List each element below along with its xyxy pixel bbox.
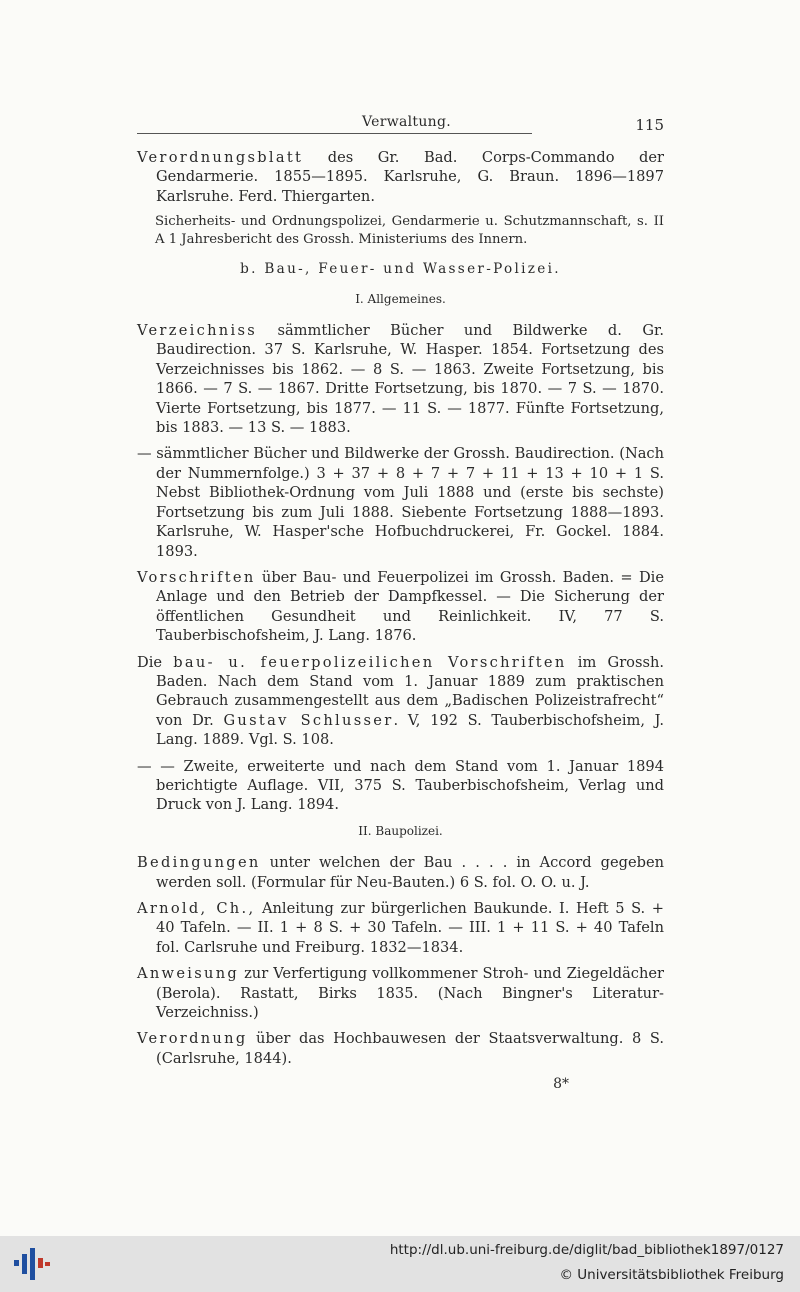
ub-freiburg-logo-icon — [12, 1244, 52, 1284]
entry-text: sämmtlicher Bücher und Bildwerke d. Gr. Baudirection. 37 S. Karlsruhe, W. Hasper. 1854. Fortsetzung des Verzeichnisses bis 1862. — 8 S. — 1863. Zweite Fortsetzung, bis 1866. — 7 S. — 1867. Dritte Fortsetzung, bis 1870. — 7 S. — 1870. Vierte Fortsetzung, bis 1877. — 11 S. — 1877. Fünfte Fortsetzung, bis 1883. — 13 S. — 1883. — [156, 322, 664, 437]
viewer-footer — [0, 1236, 800, 1292]
entry-lead: Verordnung — [137, 1030, 248, 1048]
source-url[interactable]: http://dl.ub.uni-freiburg.de/diglit/bad_bibliothek1897/0127 — [389, 1242, 784, 1258]
section-heading: b. Bau-, Feuer- und Wasser-Polizei. — [240, 261, 561, 278]
page-number: 115 — [635, 116, 664, 134]
sub-heading: I. Allgemeines. — [355, 291, 446, 306]
entry-text: über Bau- und Feuerpolizei im Grossh. Baden. = Die Anlage und den Betrieb der Dampfkessel. — Die Sicherung der öffentlichen Gesundheit und Reinlichkeit. IV, 77 S. Tauberbischofsheim, J. Lang. 1876. — [156, 568, 664, 645]
entry-text: unter welchen der Bau . . . . in Accord gegeben werden soll. (Formular für Neu-Bauten.) 6 S. fol. O. O. u. J. — [156, 854, 664, 891]
entry-lead: Arnold, Ch., — [137, 900, 256, 917]
entry-text: — sämmtlicher Bücher und Bildwerke der Grossh. Baudirection. (Nach der Nummernfolge.) 3 + 37 + 8 + 7 + 7 + 11 + 13 + 10 + 1 S. Nebst Bibliothek-Ordnung vom Juli 1888 und (erste bis sechste) Fortsetzung bis zum Juli 1888. Siebente Fortsetzung 1888—1893. Karlsruhe, W. Hasper'sche Hofbuchdruckerei, Fr. Gockel. 1884. 1893. — [137, 445, 664, 560]
entry-tail: . V, 192 S. Tauberbischofsheim, J. Lang. 1889. Vgl. S. 108. — [156, 711, 664, 749]
entry-author: Gustav Schlusser — [223, 711, 394, 729]
entry-lead: bau- u. feuerpolizeilichen Vorschriften — [173, 653, 567, 671]
bibliography-entry — [137, 899, 664, 957]
entry-text: — — Zweite, erweiterte und nach dem Stand vom 1. Januar 1894 berichtigte Auflage. VII, 375 S. Tauberbischofsheim, Verlag und Druck von J. Lang. 1894. — [137, 757, 664, 814]
cross-reference-note — [155, 213, 664, 248]
entry-lead-prefix: Die — [137, 653, 174, 671]
bibliography-entry — [137, 964, 664, 1022]
entry-text: im Grossh. Baden. Nach dem Stand vom 1. Januar 1889 zum praktischen Gebrauch zusammengestellt aus dem „Badischen Polizeistrafrecht“ von Dr. — [156, 653, 664, 729]
bibliography-entry — [137, 653, 664, 750]
copyright-notice: © Universitätsbibliothek Freiburg — [559, 1267, 784, 1283]
entry-text: Sicherheits- und Ordnungspolizei, Gendarmerie u. Schutzmannschaft, s. II A 1 Jahresbericht des Grossh. Ministeriums des Innern. — [155, 214, 664, 247]
entry-text: über das Hochbauwesen der Staatsverwaltung. 8 S. (Carlsruhe, 1844). — [156, 1030, 664, 1067]
bibliography-entry — [137, 148, 664, 206]
entry-lead: Verzeichniss — [137, 322, 258, 340]
entry-lead: Vorschriften — [137, 568, 256, 586]
bibliography-entry — [137, 568, 664, 646]
entry-text: des Gr. Bad. Corps-Commando der Gendarmerie. 1855—1895. Karlsruhe, G. Braun. 1896—1897 Karlsruhe. Ferd. Thiergarten. — [156, 149, 664, 205]
entry-lead: Verordnungsblatt — [137, 149, 304, 166]
entry-text: Anleitung zur bürgerlichen Baukunde. I. Heft 5 S. + 40 Tafeln. — II. 1 + 8 S. + 30 Tafeln. — III. 1 + 11 S. + 40 Tafeln fol. Carlsruhe und Freiburg. 1832—1834. — [156, 900, 665, 956]
bibliography-entry — [137, 321, 664, 437]
signature-mark: 8* — [553, 1076, 569, 1093]
bibliography-entry — [137, 444, 664, 560]
header-rule — [137, 133, 532, 134]
bibliography-entry — [137, 1029, 664, 1068]
bibliography-entry — [137, 757, 664, 815]
sub-heading: II. Baupolizei. — [358, 823, 443, 838]
entry-lead: Bedingungen — [137, 854, 261, 872]
running-title: Verwaltung. — [362, 114, 451, 130]
entry-lead: Anweisung — [137, 965, 240, 983]
page-content — [137, 148, 664, 1095]
bibliography-entry — [137, 853, 664, 892]
entry-text: zur Verfertigung vollkommener Stroh- und Ziegeldächer (Berola). Rastatt, Birks 1835. (Nach Bingner's Literatur-Verzeichniss.) — [156, 965, 664, 1022]
